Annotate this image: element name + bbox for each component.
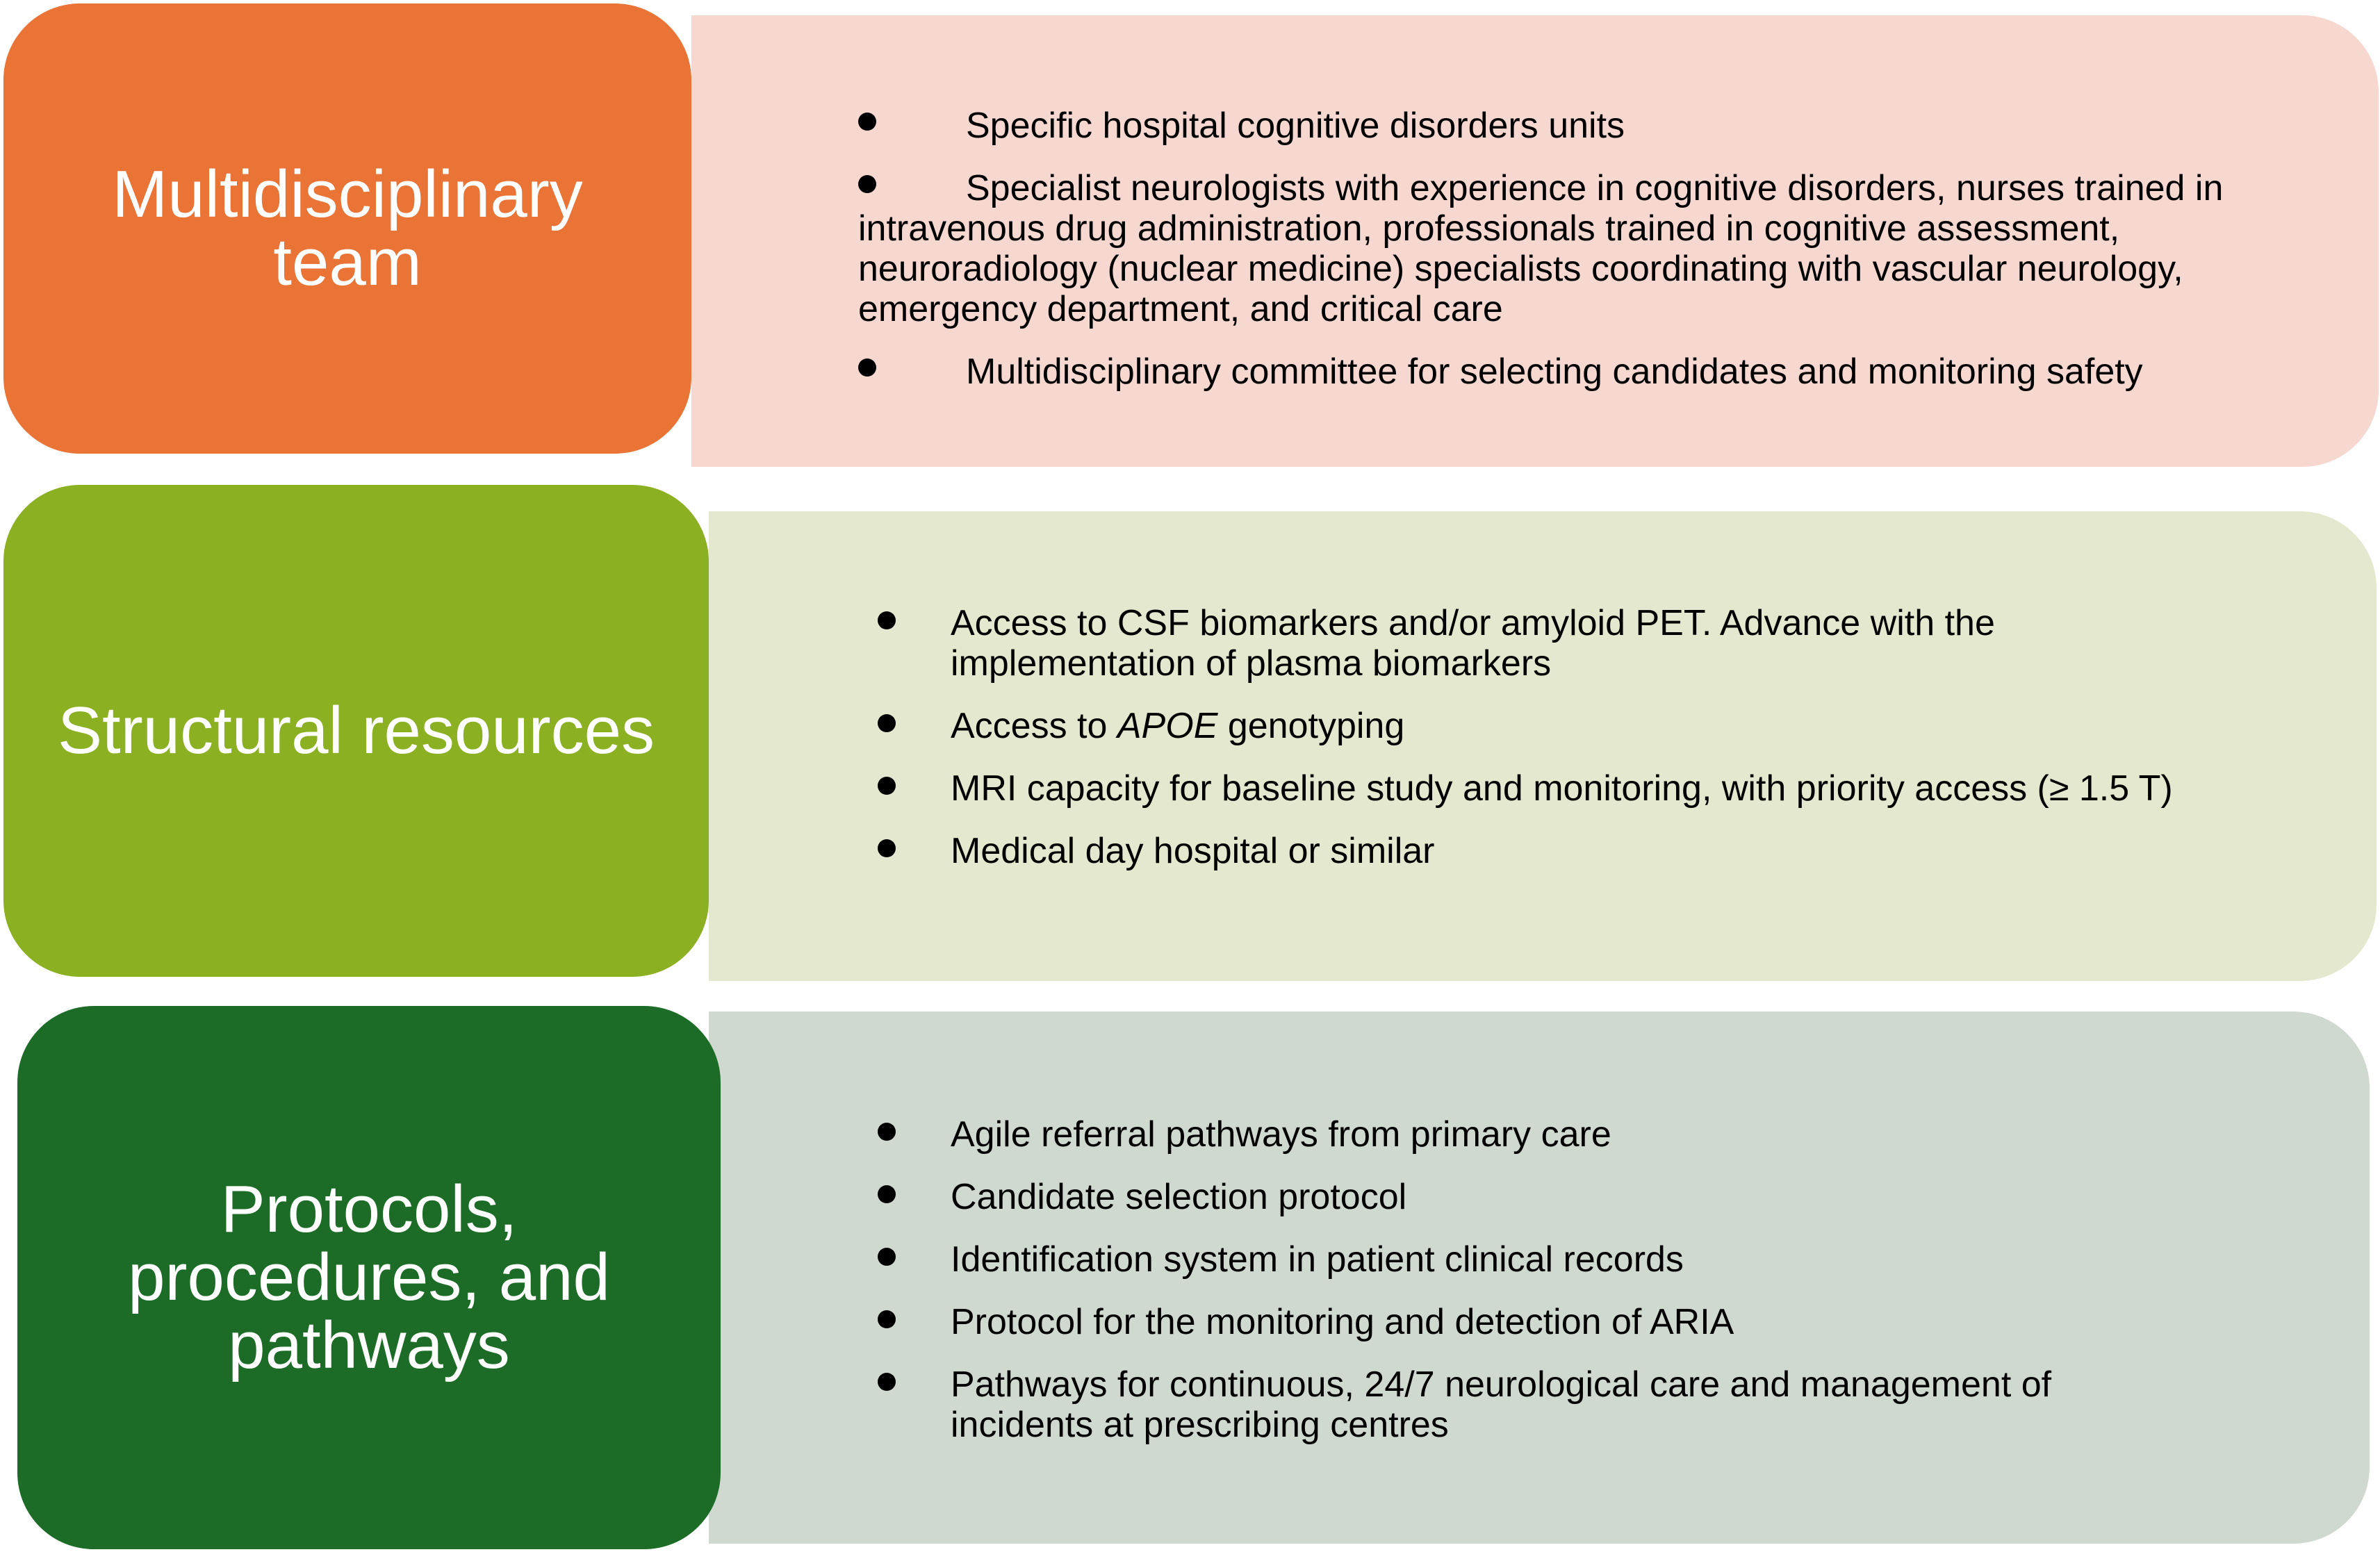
list-item-text-before: Access to bbox=[951, 706, 1117, 746]
bullet-icon bbox=[858, 175, 876, 193]
list-item bbox=[874, 1114, 2194, 1155]
team-bullet-list bbox=[858, 106, 2304, 392]
list-item-text: Agile referral pathways from primary care bbox=[951, 1114, 1611, 1155]
team-label-box bbox=[3, 3, 691, 454]
list-item bbox=[874, 831, 2194, 871]
bullet-icon bbox=[878, 777, 896, 795]
list-item-text: Medical day hospital or similar bbox=[951, 831, 1435, 871]
bullet-icon bbox=[878, 611, 896, 629]
structural-panel bbox=[709, 511, 2377, 981]
list-item-text: MRI capacity for baseline study and monitoring, with priority access (≥ 1.5 T) bbox=[951, 768, 2173, 809]
list-item bbox=[874, 1239, 2194, 1280]
bullet-icon bbox=[858, 113, 876, 131]
team-title: Multidisciplinary team bbox=[112, 157, 583, 299]
structural-title: Structural resources bbox=[58, 693, 655, 768]
protocols-label-box bbox=[17, 1006, 721, 1549]
protocols-panel bbox=[709, 1012, 2370, 1544]
structural-bullet-list bbox=[874, 603, 2194, 871]
bullet-icon bbox=[878, 1185, 896, 1203]
list-item-text: Access to CSF biomarkers and/or amyloid PET. Advance with the implementation of plasma biomarkers bbox=[951, 603, 1995, 684]
list-item-text: Specific hospital cognitive disorders units bbox=[966, 106, 1625, 146]
list-item bbox=[858, 168, 2304, 329]
bullet-icon bbox=[878, 839, 896, 857]
list-item bbox=[874, 706, 2194, 746]
list-item bbox=[858, 106, 2304, 146]
bullet-icon bbox=[858, 358, 876, 377]
list-item-text: Identification system in patient clinical records bbox=[951, 1239, 1684, 1280]
list-item-text-after: genotyping bbox=[1217, 706, 1405, 746]
bullet-icon bbox=[878, 1373, 896, 1391]
list-item bbox=[874, 1364, 2194, 1445]
list-item-text: Candidate selection protocol bbox=[951, 1177, 1407, 1217]
bullet-icon bbox=[878, 1123, 896, 1141]
list-item bbox=[874, 603, 2194, 684]
list-item-text: Multidisciplinary committee for selecting candidates and monitoring safety bbox=[966, 352, 2143, 392]
bullet-icon bbox=[878, 714, 896, 732]
bullet-icon bbox=[878, 1248, 896, 1266]
bullet-icon bbox=[878, 1310, 896, 1328]
structural-label-box bbox=[3, 485, 709, 977]
protocols-bullet-list bbox=[874, 1114, 2194, 1445]
list-item bbox=[858, 352, 2304, 392]
list-item bbox=[874, 1177, 2194, 1217]
list-item-text: Protocol for the monitoring and detection of ARIA bbox=[951, 1302, 1734, 1342]
team-panel bbox=[691, 15, 2379, 467]
list-item bbox=[874, 768, 2194, 809]
list-item-text: Pathways for continuous, 24/7 neurological care and management of incidents at prescribing centres bbox=[951, 1364, 2052, 1445]
list-item bbox=[874, 1302, 2194, 1342]
list-item-text: Specialist neurologists with experience in cognitive disorders, nurses trained in intravenous drug administration, professionals trained in cognitive assessment, neuroradiology (nuclear medicine) specialists coordinating with vascular neurology, emergency department, and critical care bbox=[858, 168, 2224, 329]
list-item-text-italic: APOE bbox=[1117, 706, 1218, 746]
protocols-title: Protocols, procedures, and pathways bbox=[128, 1172, 610, 1382]
